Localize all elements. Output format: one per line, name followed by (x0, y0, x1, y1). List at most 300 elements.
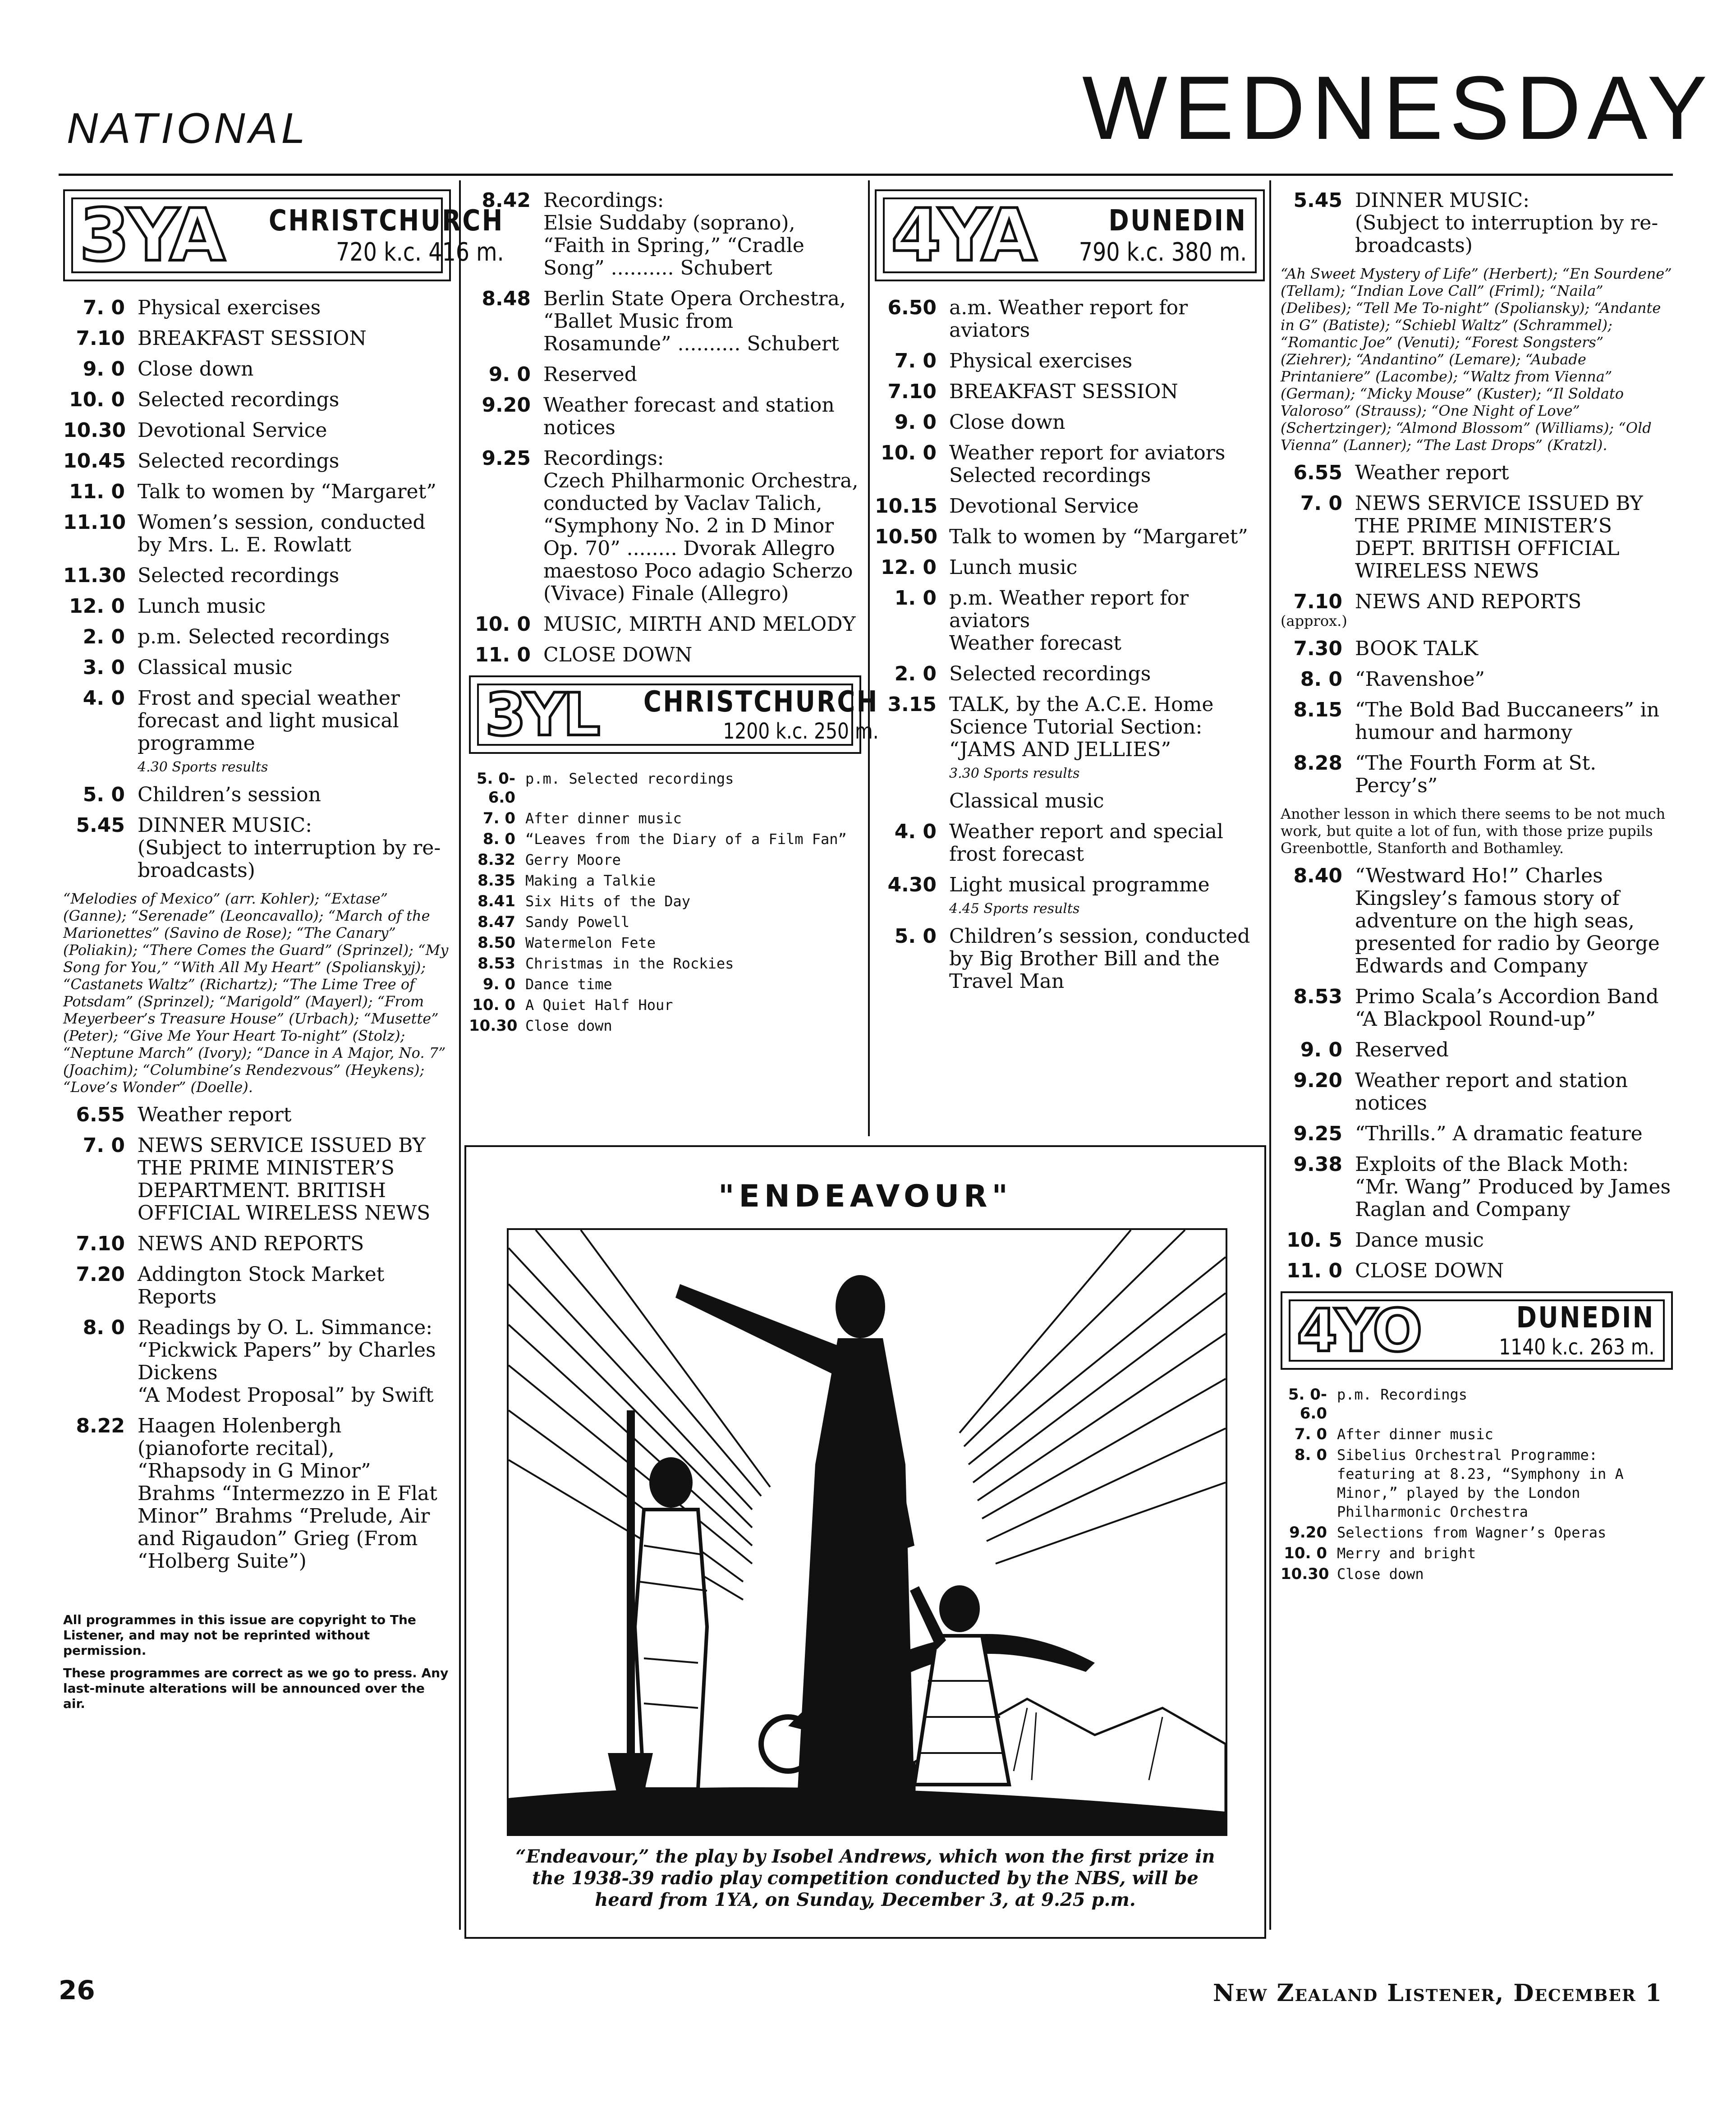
station-city: CHRISTCHURCH (643, 685, 879, 719)
programme-entry (1281, 1229, 1673, 1252)
programme-title: Reserved (1355, 1038, 1449, 1061)
section-label: NATIONAL (67, 104, 309, 152)
programme-entry (1281, 1565, 1673, 1583)
programme-list (875, 297, 1265, 761)
programme-desc (949, 556, 1265, 579)
programme-entry (1281, 1069, 1673, 1115)
programme-entry (875, 442, 1265, 487)
programme-title: Gerry Moore (525, 851, 621, 868)
programme-list (1281, 462, 1673, 613)
programme-entry (875, 381, 1265, 403)
programme-title: Close down (1337, 1565, 1424, 1583)
programme-entry (63, 626, 451, 648)
station-frequency: 1200 k.c. 250 m. (723, 719, 879, 744)
programme-detail: “Rhapsody in G Minor” Brahms “Intermezzo in E Flat Minor” Brahms “Prelude, Air and Rigaudon” Grieg (From “Holberg Suite”) (138, 1459, 437, 1573)
feature-caption: “Endeavour,” the play by Isobel Andrews, which won the first prize in the 1938-39 radio play competition conducted by the NBS, will be heard from 1YA, on Sunday, December 3, at 9.25 p.m. (515, 1846, 1215, 1910)
programme-entry (63, 784, 451, 806)
programme-title: BOOK TALK (1355, 637, 1478, 660)
programme-entry (469, 644, 861, 666)
programme-title: Recordings: (543, 189, 664, 212)
programme-time: 2. 0 (83, 625, 125, 648)
programme-entry (63, 450, 451, 473)
programme-time: 8.47 (478, 913, 515, 931)
sports-note: 4.30 Sports results (138, 759, 268, 775)
station-frequency: 720 k.c. 416 m. (335, 237, 504, 267)
station-frequency: 790 k.c. 380 m. (1079, 237, 1247, 267)
programme-desc (1355, 638, 1673, 660)
programme-title: Children’s session, conducted by Big Brother Bill and the Travel Man (949, 925, 1250, 993)
programme-entry (469, 769, 861, 807)
programme-desc (138, 687, 451, 755)
programme-entry (1281, 1385, 1673, 1423)
programme-time: 11. 0 (69, 480, 125, 503)
programme-entry (63, 511, 451, 556)
page-number: 26 (59, 1975, 95, 2006)
programme-time: 11.10 (63, 511, 126, 534)
programme-desc (525, 769, 861, 807)
programme-title: MUSIC, MIRTH AND MELODY (543, 613, 856, 636)
station-logo: 4YO (1297, 1296, 1420, 1365)
programme-entry (63, 327, 451, 350)
programme-time: 10. 0 (1284, 1544, 1327, 1562)
programme-entry (469, 892, 861, 911)
programme-entry (63, 656, 451, 679)
programme-detail: Weather forecast (949, 632, 1121, 655)
programme-desc (1337, 1565, 1673, 1583)
programme-time: 7.10 (76, 1232, 125, 1255)
programme-entry (469, 871, 861, 890)
programme-title: Reserved (543, 363, 637, 386)
programme-title: Sibelius Orchestral Programme: featuring at 8.23, “Symphony in A Minor,” played by the London Philharmonic Orchestra (1337, 1446, 1624, 1520)
programme-desc (525, 850, 861, 869)
programme-entry (469, 933, 861, 952)
programme-title: Physical exercises (138, 296, 321, 319)
programme-time: 5. 0 (894, 925, 937, 948)
programme-desc (525, 871, 861, 890)
programme-title: BREAKFAST SESSION (138, 327, 367, 350)
programme-desc (1355, 1260, 1673, 1282)
programme-entry (63, 1317, 451, 1407)
programme-desc (1355, 752, 1673, 797)
programme-desc (949, 442, 1265, 487)
programme-time: 9. 0 (83, 358, 125, 381)
top-rule (59, 174, 1673, 176)
programme-desc (138, 389, 451, 411)
programme-title: p.m. Selected recordings (525, 770, 734, 787)
programme-desc (949, 381, 1265, 403)
programme-title: Recordings: (543, 447, 664, 470)
programme-time: 9.38 (1293, 1153, 1342, 1176)
programme-time: 10.30 (1281, 1565, 1329, 1583)
programme-title: DINNER MUSIC: (138, 814, 312, 837)
programme-desc (525, 1016, 861, 1035)
programme-entry (1281, 462, 1673, 484)
programme-entry (1281, 668, 1673, 691)
programme-time: 8.50 (478, 934, 515, 952)
press-notice: These programmes are correct as we go to press. Any last-minute alterations will be announced over the air. (63, 1666, 449, 1711)
programme-title: “Westward Ho!” Charles Kingsley’s famous story of adventure on the high seas, presented for radio by George Edwards and Company (1355, 864, 1660, 978)
programme-entry (1281, 638, 1673, 660)
programme-detail: Elsie Suddaby (soprano), “Faith in Spring,” “Cradle Song” .......... Schubert (543, 211, 804, 280)
programme-title: Frost and special weather forecast and light musical programme (138, 687, 400, 755)
programme-desc (138, 1134, 451, 1225)
programme-time: 4.30 (887, 873, 937, 896)
programme-desc (525, 996, 861, 1014)
programme-entry (469, 809, 861, 828)
dinner-music-list: “Ah Sweet Mystery of Life” (Herbert); “En Sourdene” (Tellam); “Indian Love Call” (Friml); “Naila” (Delibes); “Tell Me To-night” (Spoliansky); “Andante in G” (Batiste); “Schiebl Waltz” (Schrammel); “Romantic Joe” (Venuti); “Forest Songsters” (Ziehrer); “Andantino” (Lemare); “Aubade Printaniere” (Lacombe); “Waltz from Vienna” (German); “Micky Mouse” (Kuster); “Il Soldato Valoroso” (Strauss); “One Night of Love” (Schertzinger); “Almond Blossom” (Williams); “Old Vienna” (Lanner); “The Last Drops” (Kratzl). (1281, 265, 1672, 454)
programme-entry (63, 1233, 451, 1255)
programme-entry (63, 1415, 451, 1573)
programme-desc (138, 656, 451, 679)
programme-title: After dinner music (525, 810, 682, 827)
programme-desc (1355, 1229, 1673, 1252)
programme-time: 8.15 (1293, 698, 1342, 721)
programme-list (1281, 865, 1673, 1282)
programme-list-small (1281, 1385, 1673, 1583)
programme-entry (469, 850, 861, 869)
programme-time: 8.22 (76, 1414, 125, 1437)
programme-time: 10.50 (875, 525, 938, 548)
programme-time: 10.30 (63, 419, 126, 442)
programme-title: Six Hits of the Day (525, 893, 691, 910)
programme-desc (138, 1263, 451, 1308)
publication-footer: New Zealand Listener, December 1 (1213, 1979, 1663, 2007)
programme-time: 10.45 (63, 450, 126, 473)
programme-entry (63, 814, 451, 882)
endeavour-illustration (507, 1228, 1227, 1836)
programme-detail: Selected recordings (949, 464, 1151, 487)
programme-desc (525, 954, 861, 973)
programme-title: Children’s session (138, 783, 321, 806)
programme-time: 8.35 (478, 872, 515, 890)
programme-time: 5.45 (1293, 189, 1342, 212)
programme-time: 8. 0 (83, 1316, 125, 1339)
programme-title: Making a Talkie (525, 872, 656, 889)
programme-desc (543, 613, 861, 636)
programme-time: 4. 0 (83, 687, 125, 710)
programme-time: 10. 0 (472, 996, 515, 1014)
endeavour-woodcut-image (509, 1230, 1226, 1834)
programme-entry (1281, 591, 1673, 613)
programme-title: Weather report for aviators (949, 441, 1226, 464)
programme-desc (1355, 986, 1673, 1031)
programme-entry (1281, 492, 1673, 583)
programme-entry (875, 495, 1265, 518)
programme-desc (949, 587, 1265, 655)
programme-desc (138, 358, 451, 381)
programme-title: Weather report (138, 1103, 292, 1126)
programme-time: 10.15 (875, 495, 938, 518)
programme-note: Another lesson in which there seems to be not much work, but quite a lot of fun, with those prize pupils Greenbottle, Stanforth and Bothamley. (1281, 805, 1666, 857)
programme-time: 12. 0 (881, 556, 937, 579)
programme-time: 6.55 (1293, 461, 1342, 484)
programme-desc (138, 327, 451, 350)
programme-entry (63, 297, 451, 319)
programme-title: Berlin State Opera Orchestra, “Ballet Music from Rosamunde” .......... Schubert (543, 287, 846, 355)
programme-time: 7. 0 (1300, 492, 1342, 515)
programme-desc (1355, 1123, 1673, 1145)
programme-desc (949, 526, 1265, 548)
programme-desc (1355, 1153, 1673, 1221)
programme-title: p.m. Recordings (1337, 1386, 1467, 1403)
programme-list (1281, 638, 1673, 797)
programme-time: 8.53 (478, 955, 515, 973)
programme-desc (949, 821, 1265, 866)
programme-desc (1355, 492, 1673, 583)
programme-title: Weather report and special frost forecast (949, 820, 1223, 866)
programme-time: 9.25 (482, 447, 531, 470)
programme-time: 6.50 (887, 296, 937, 319)
programme-list (63, 1104, 451, 1573)
programme-time: 3. 0 (83, 656, 125, 679)
programme-desc (543, 394, 861, 439)
programme-desc (949, 297, 1265, 342)
programme-desc (138, 784, 451, 806)
programme-desc (138, 297, 451, 319)
programme-list (1281, 189, 1673, 257)
programme-entry (63, 565, 451, 587)
programme-entry (875, 693, 1265, 761)
programme-desc (949, 411, 1265, 434)
programme-entry (875, 925, 1265, 993)
station-logo: 3YA (79, 193, 223, 277)
programme-entry (875, 526, 1265, 548)
programme-title: NEWS AND REPORTS (138, 1232, 364, 1255)
programme-time: 8.48 (482, 287, 531, 310)
programme-time: 11. 0 (1286, 1259, 1342, 1282)
programme-time: 10. 0 (69, 388, 125, 411)
programme-desc (949, 874, 1265, 896)
programme-time: 7.30 (1293, 637, 1342, 660)
programme-entry (63, 1134, 451, 1225)
sports-note: 4.45 Sports results (949, 901, 1080, 917)
programme-time: 10. 5 (1286, 1229, 1342, 1252)
programme-desc (138, 626, 451, 648)
programme-title: Primo Scala’s Accordion Band “A Blackpool Round-up” (1355, 985, 1659, 1031)
sports-note: 3.30 Sports results (949, 766, 1080, 781)
programme-entry (1281, 699, 1673, 744)
programme-title: DINNER MUSIC: (1355, 189, 1530, 212)
station-city: DUNEDIN (1108, 204, 1247, 238)
programme-time: 7.20 (76, 1263, 125, 1286)
programme-entry (875, 790, 1265, 812)
programme-entry (1281, 865, 1673, 978)
programme-desc (138, 595, 451, 618)
programme-time: 8.42 (482, 189, 531, 212)
programme-time: 8.32 (478, 851, 515, 869)
programme-title: “The Bold Bad Buccaneers” in humour and harmony (1355, 698, 1660, 744)
programme-title: Selected recordings (138, 388, 340, 411)
programme-entry (63, 687, 451, 755)
programme-desc (1355, 865, 1673, 978)
programme-title: Selected recordings (138, 450, 340, 473)
programme-title: Close down (949, 411, 1065, 434)
programme-title: Devotional Service (949, 495, 1139, 518)
programme-title: TALK, by the A.C.E. Home Science Tutorial Section: “JAMS AND JELLIES” (949, 693, 1214, 761)
programme-desc (1337, 1544, 1673, 1563)
programme-detail: (Subject to interruption by re-broadcasts) (138, 836, 441, 882)
artist-signature: RUSSELL CLARK (1139, 1820, 1212, 1831)
programme-time: 9. 0 (894, 411, 937, 434)
programme-list (63, 784, 451, 882)
programme-list (63, 297, 451, 755)
programme-entry (469, 975, 861, 994)
programme-time: 8.40 (1293, 864, 1342, 887)
programme-desc (525, 892, 861, 911)
programme-desc (543, 189, 861, 280)
programme-desc (1355, 1069, 1673, 1115)
programme-title: NEWS SERVICE ISSUED BY THE PRIME MINISTER’S DEPT. BRITISH OFFICIAL WIRELESS NEWS (1355, 492, 1643, 583)
programme-title: p.m. Weather report for aviators (949, 587, 1189, 632)
programme-title: “Leaves from the Diary of a Film Fan” (525, 831, 847, 848)
programme-entry (469, 394, 861, 439)
programme-desc (543, 644, 861, 666)
day-title: WEDNESDAY (1082, 58, 1714, 158)
programme-desc (138, 565, 451, 587)
programme-time: 7.10 (887, 380, 937, 403)
programme-time: 8.28 (1293, 752, 1342, 775)
programme-title: “Ravenshoe” (1355, 668, 1485, 691)
programme-desc (1355, 1039, 1673, 1061)
programme-entry (1281, 1523, 1673, 1542)
programme-list (875, 925, 1265, 993)
programme-entry (469, 830, 861, 849)
programme-time: 11.30 (63, 564, 126, 587)
programme-desc (525, 830, 861, 849)
programme-time: 7. 0 (83, 296, 125, 319)
programme-title: Classical music (138, 656, 293, 679)
programme-entry (1281, 189, 1673, 257)
programme-title: Talk to women by “Margaret” (949, 525, 1248, 548)
programme-title: Close down (525, 1017, 612, 1034)
column-divider-1 (459, 180, 461, 1930)
station-box-3yl (469, 675, 879, 754)
programme-entry (875, 663, 1265, 685)
programme-title: Lunch music (949, 556, 1078, 579)
dinner-music-list: “Melodies of Mexico” (arr. Kohler); “Extase” (Ganne); “Serenade” (Leoncavallo); “March of the Marionettes” (Savino de Rose); “The Canary” (Poliakin); “There Comes the Guard” (Sprinzel); “My Song for You,” “With All My Heart” (Spolianskyj); “Castanets Waltz” (Richartz); “The Lime Tree of Potsdam” (Sprinzel); “Marigold” (Mayerl); “From Meyerbeer’s Treasure House” (Urbach); “Musette” (Peter); “Give Me Your Heart To-night” (Stolz); “Neptune March” (Ivory); “Dance in A Major, No. 7” (Joachim); “Columbine’s Rendezvous” (Heykens); “Love’s Wonder” (Doelle). (63, 890, 449, 1096)
programme-title: “The Fourth Form at St. Percy’s” (1355, 752, 1597, 797)
station-logo: 3YL (485, 680, 598, 749)
programme-title: Weather forecast and station notices (543, 394, 835, 439)
programme-time: 10. 0 (881, 441, 937, 464)
programme-title: Readings by O. L. Simmance: “Pickwick Papers” by Charles Dickens (138, 1316, 436, 1384)
programme-title: Light musical programme (949, 873, 1210, 896)
programme-desc (949, 663, 1265, 685)
programme-time: 9.25 (1293, 1122, 1342, 1145)
programme-title: Weather report (1355, 461, 1509, 484)
programme-time: 3.15 (887, 693, 937, 716)
approx-note: (approx.) (1281, 612, 1347, 629)
programme-title: Sandy Powell (525, 913, 630, 931)
programme-title: Addington Stock Market Reports (138, 1263, 385, 1308)
programme-entry (875, 821, 1265, 866)
programme-desc (1355, 189, 1673, 257)
programme-time: 6.55 (76, 1103, 125, 1126)
station-box-4ya (875, 189, 1265, 281)
station-logo: 4YA (891, 193, 1034, 277)
programme-title: Dance time (525, 976, 612, 993)
column-divider-3 (1269, 180, 1271, 1930)
programme-desc (543, 447, 861, 605)
programme-desc (138, 1233, 451, 1255)
programme-desc (1337, 1385, 1673, 1423)
programme-entry (63, 595, 451, 618)
programme-entry (469, 447, 861, 605)
programme-entry (875, 556, 1265, 579)
programme-entry (63, 389, 451, 411)
programme-time: 5. 0 (83, 783, 125, 806)
column-3ya-continued (469, 189, 879, 1037)
programme-time: 8. 0 (1300, 668, 1342, 691)
programme-desc (138, 481, 451, 503)
programme-entry (63, 1104, 451, 1126)
programme-entry (63, 1263, 451, 1308)
programme-title: A Quiet Half Hour (525, 996, 673, 1014)
programme-time: 9. 0 (1300, 1038, 1342, 1061)
programme-entry (1281, 1260, 1673, 1282)
programme-title: Physical exercises (949, 349, 1133, 372)
programme-desc (525, 913, 861, 932)
column-4ya-continued (1281, 189, 1673, 1585)
programme-desc (1355, 699, 1673, 744)
programme-title: Women’s session, conducted by Mrs. L. E. Rowlatt (138, 511, 426, 556)
programme-time: 10.30 (469, 1017, 518, 1035)
station-frequency: 1140 k.c. 263 m. (1499, 1335, 1655, 1360)
programme-time: 1. 0 (894, 587, 937, 610)
programme-entry (875, 297, 1265, 342)
programme-entry (469, 363, 861, 386)
programme-desc (138, 814, 451, 882)
programme-title: Merry and bright (1337, 1545, 1476, 1562)
programme-entry (1281, 1446, 1673, 1521)
programme-entry (469, 1016, 861, 1035)
programme-time: 7. 0 (1294, 1425, 1327, 1443)
programme-list (469, 189, 861, 666)
programme-detail: Czech Philharmonic Orchestra, conducted by Vaclav Talich, “Symphony No. 2 in D Minor Op. 70” ........ Dvorak Allegro maestoso Poco adagio Scherzo (Vivace) Finale (Allegro) (543, 469, 859, 605)
programme-title: “Thrills.” A dramatic feature (1355, 1122, 1643, 1145)
programme-time: 9.20 (1293, 1069, 1342, 1092)
endeavour-feature (464, 1145, 1266, 1939)
programme-entry (469, 996, 861, 1014)
programme-entry (875, 411, 1265, 434)
programme-list (875, 821, 1265, 896)
programme-time: 4. 0 (894, 820, 937, 843)
programme-entry (875, 587, 1265, 655)
programme-entry (875, 874, 1265, 896)
programme-time: 8. 0 (482, 830, 515, 848)
programme-entry (469, 189, 861, 280)
copyright-notice: All programmes in this issue are copyright to The Listener, and may not be reprinted without permission. (63, 1612, 416, 1658)
programme-time: 7.10 (1293, 590, 1342, 613)
programme-time: 7.10 (76, 327, 125, 350)
programme-desc (1355, 462, 1673, 484)
programme-entry (63, 419, 451, 442)
programme-desc (138, 450, 451, 473)
programme-entry (63, 481, 451, 503)
programme-time: 11. 0 (475, 643, 531, 666)
programme-title: CLOSE DOWN (543, 643, 693, 666)
programme-entry (1281, 1123, 1673, 1145)
programme-detail: (Subject to interruption by re-broadcasts) (1355, 211, 1658, 257)
column-divider-2 (868, 180, 870, 1136)
programme-entry (875, 350, 1265, 372)
programme-entry (1281, 1039, 1673, 1061)
station-city: DUNEDIN (1516, 1301, 1655, 1335)
programme-desc (138, 1415, 451, 1573)
programme-detail: “A Modest Proposal” by Swift (138, 1384, 434, 1407)
programme-time: 7. 0 (83, 1134, 125, 1157)
programme-title: NEWS SERVICE ISSUED BY THE PRIME MINISTER’S DEPARTMENT. BRITISH OFFICIAL WIRELESS NEWS (138, 1134, 431, 1225)
